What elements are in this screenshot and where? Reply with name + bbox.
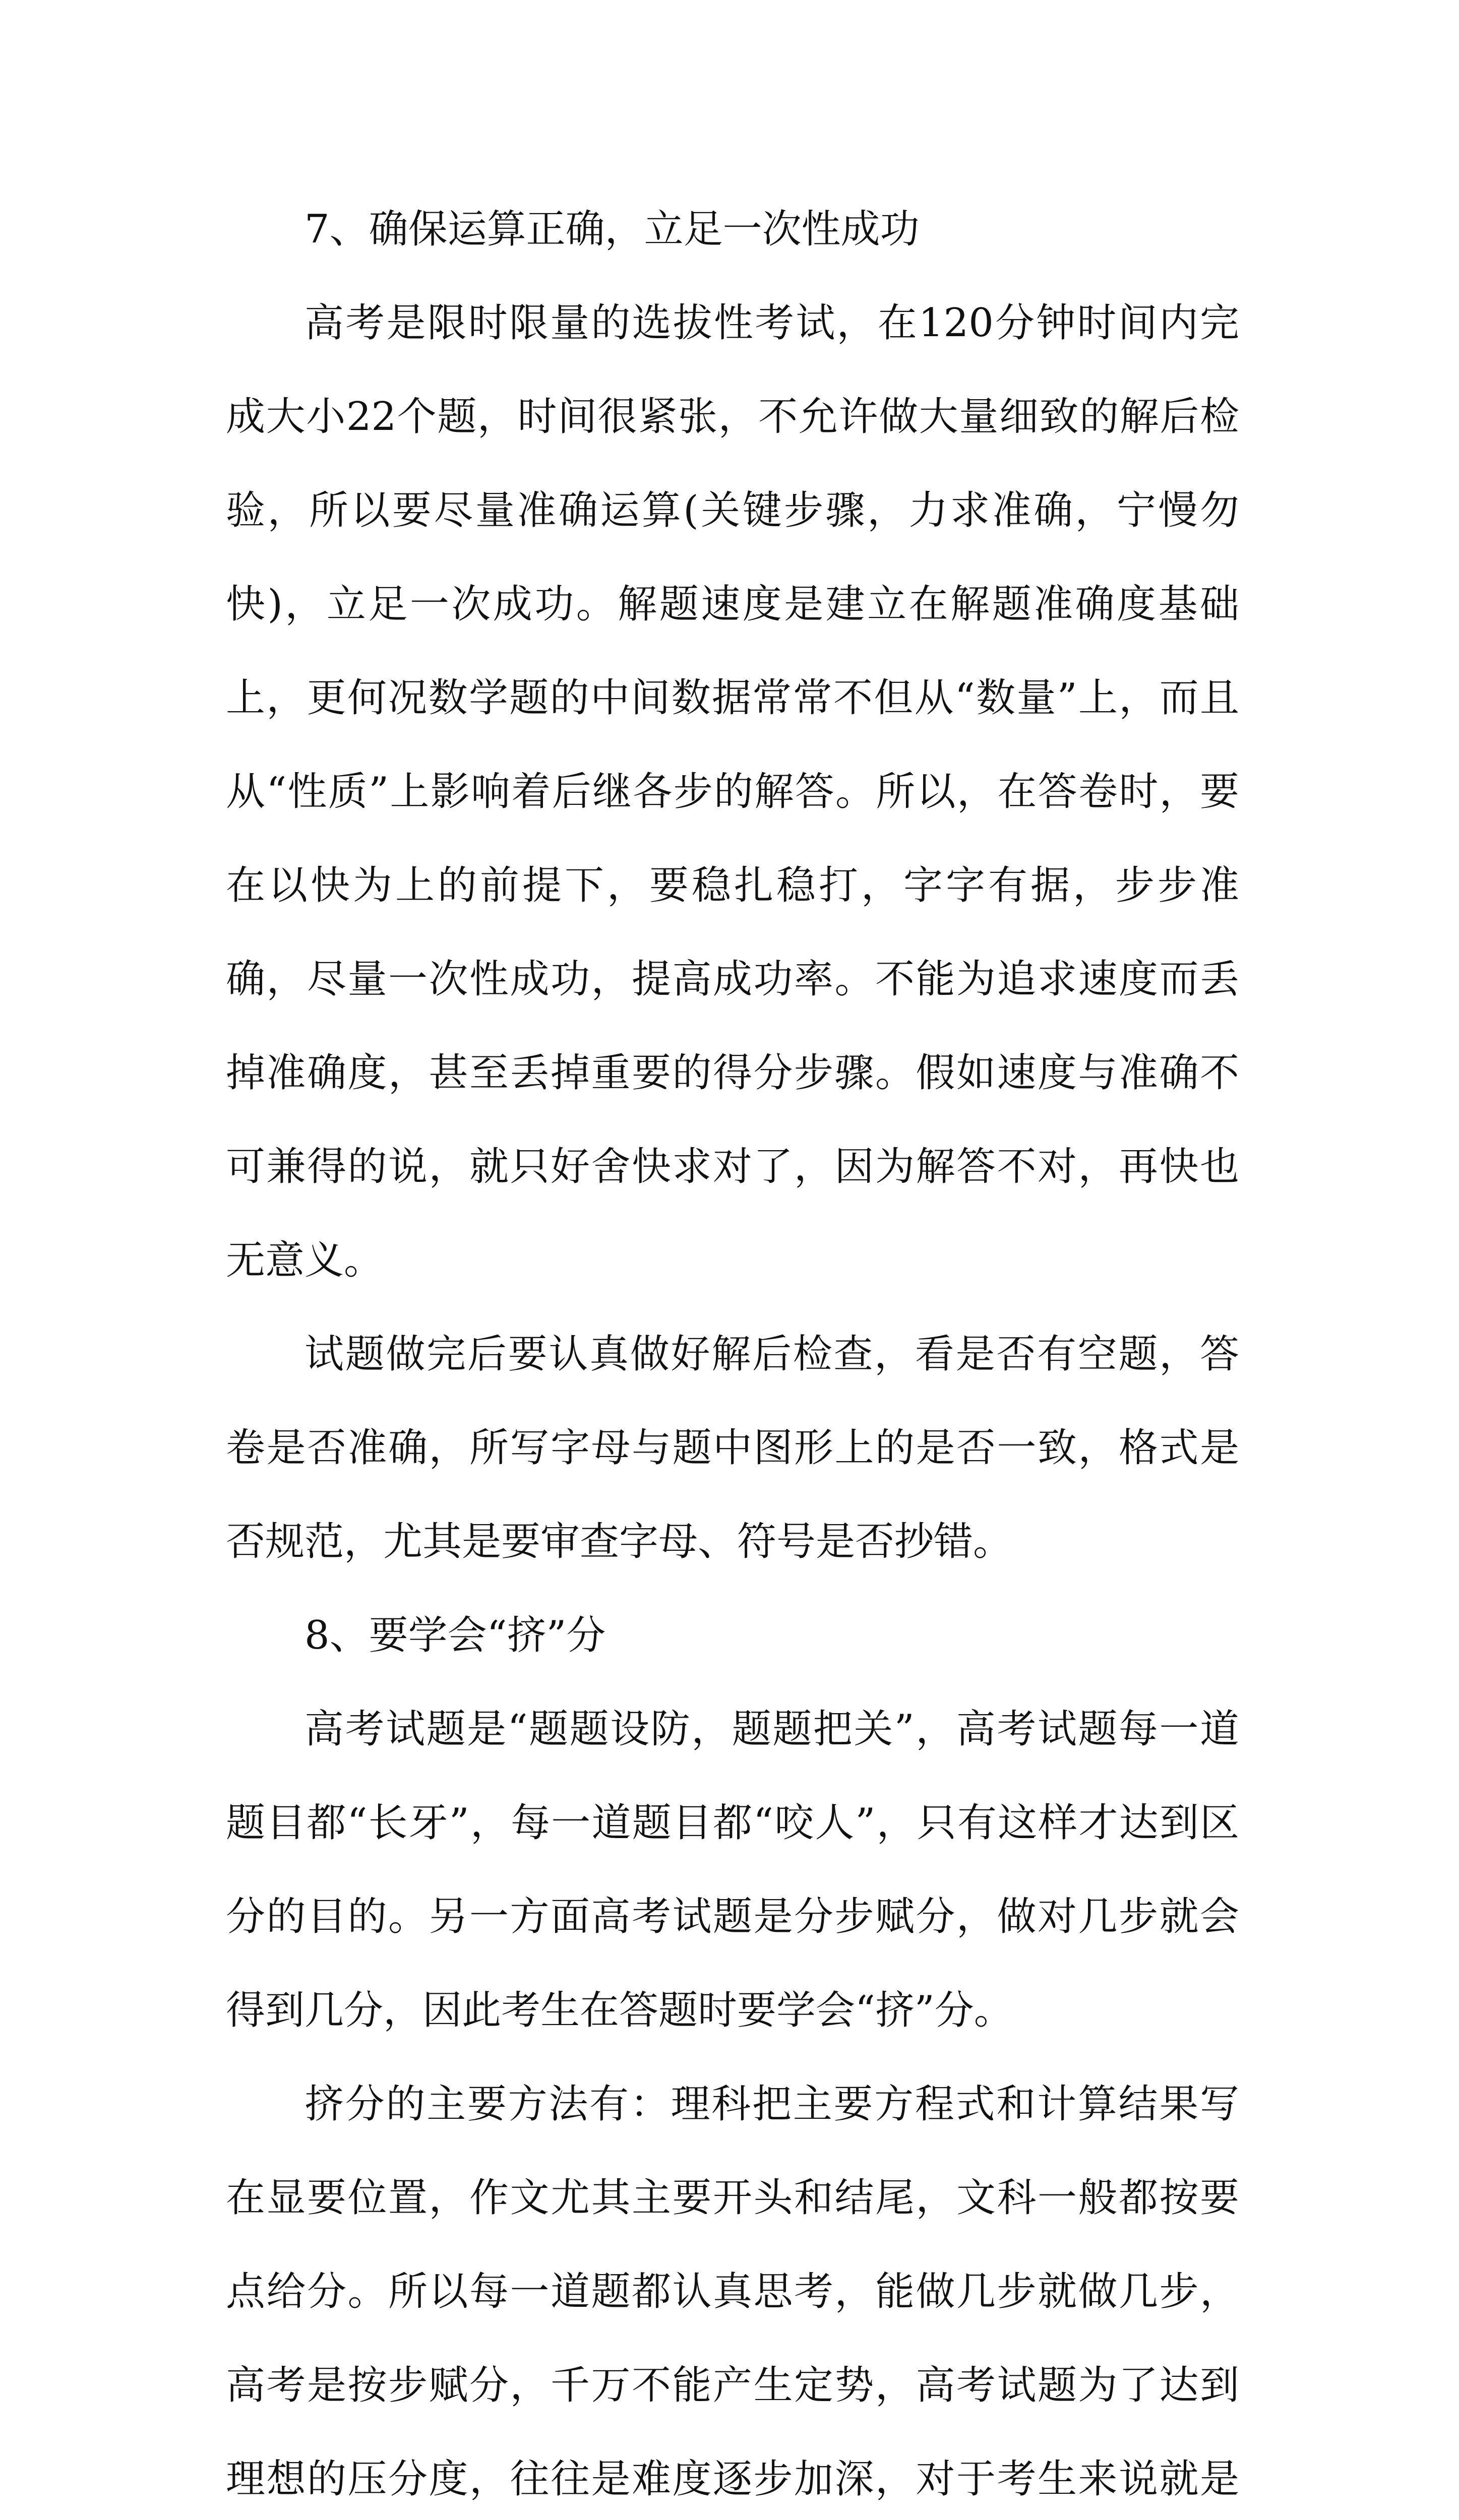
section-7-paragraph-1: 高考是限时限量的选拔性考试，在120分钟时间内完成大小22个题，时间很紧张，不允许做大量细致的解后检验，所以要尽量准确运算(关键步骤，力求准确，宁慢勿快)，立足一次成功。解题速度是建立在解题准确度基础上，更何况数学题的中间数据常常不但从“数量”上，而且从“性质”上影响着后继各步的解答。所以，在答卷时，要在以快为上的前提下，要稳扎稳打，字字有据，步步准确，尽量一次性成功，提高成功率。不能为追求速度而丢掉准确度，甚至丢掉重要的得分步骤。假如速度与准确不可兼得的说，就只好舍快求对了，因为解答不对，再快也无意义。 <box>226 300 1239 1283</box>
document-body <box>226 182 1239 2520</box>
section-7-heading: 7、确保运算正确，立足一次性成功 <box>305 207 920 252</box>
section-8-paragraph-1: 高考试题是“题题设防，题题把关”，高考试题每一道题目都“长牙”，每一道题目都“咬人”，只有这样才达到区分的目的。另一方面高考试题是分步赋分，做对几步就会得到几分，因此考生在答题时要学会“挤”分。 <box>226 1707 1239 2033</box>
section-7-paragraph-2: 试题做完后要认真做好解后检查，看是否有空题，答卷是否准确，所写字母与题中图形上的是否一致，格式是否规范，尤其是要审查字母、符号是否抄错。 <box>226 1332 1239 1564</box>
section-8-heading: 8、要学会“挤”分 <box>305 1613 606 1658</box>
section-8-paragraph-2: 挤分的主要方法有：理科把主要方程式和计算结果写在显要位置，作文尤其主要开头和结尾，文科一般都按要点给分。所以每一道题都认真思考，能做几步就做几步，高考是按步赋分，千万不能产生定势，高考试题为了达到理想的压分度，往往是难度逐步加深，对于考生来说就是 <box>226 2082 1239 2502</box>
